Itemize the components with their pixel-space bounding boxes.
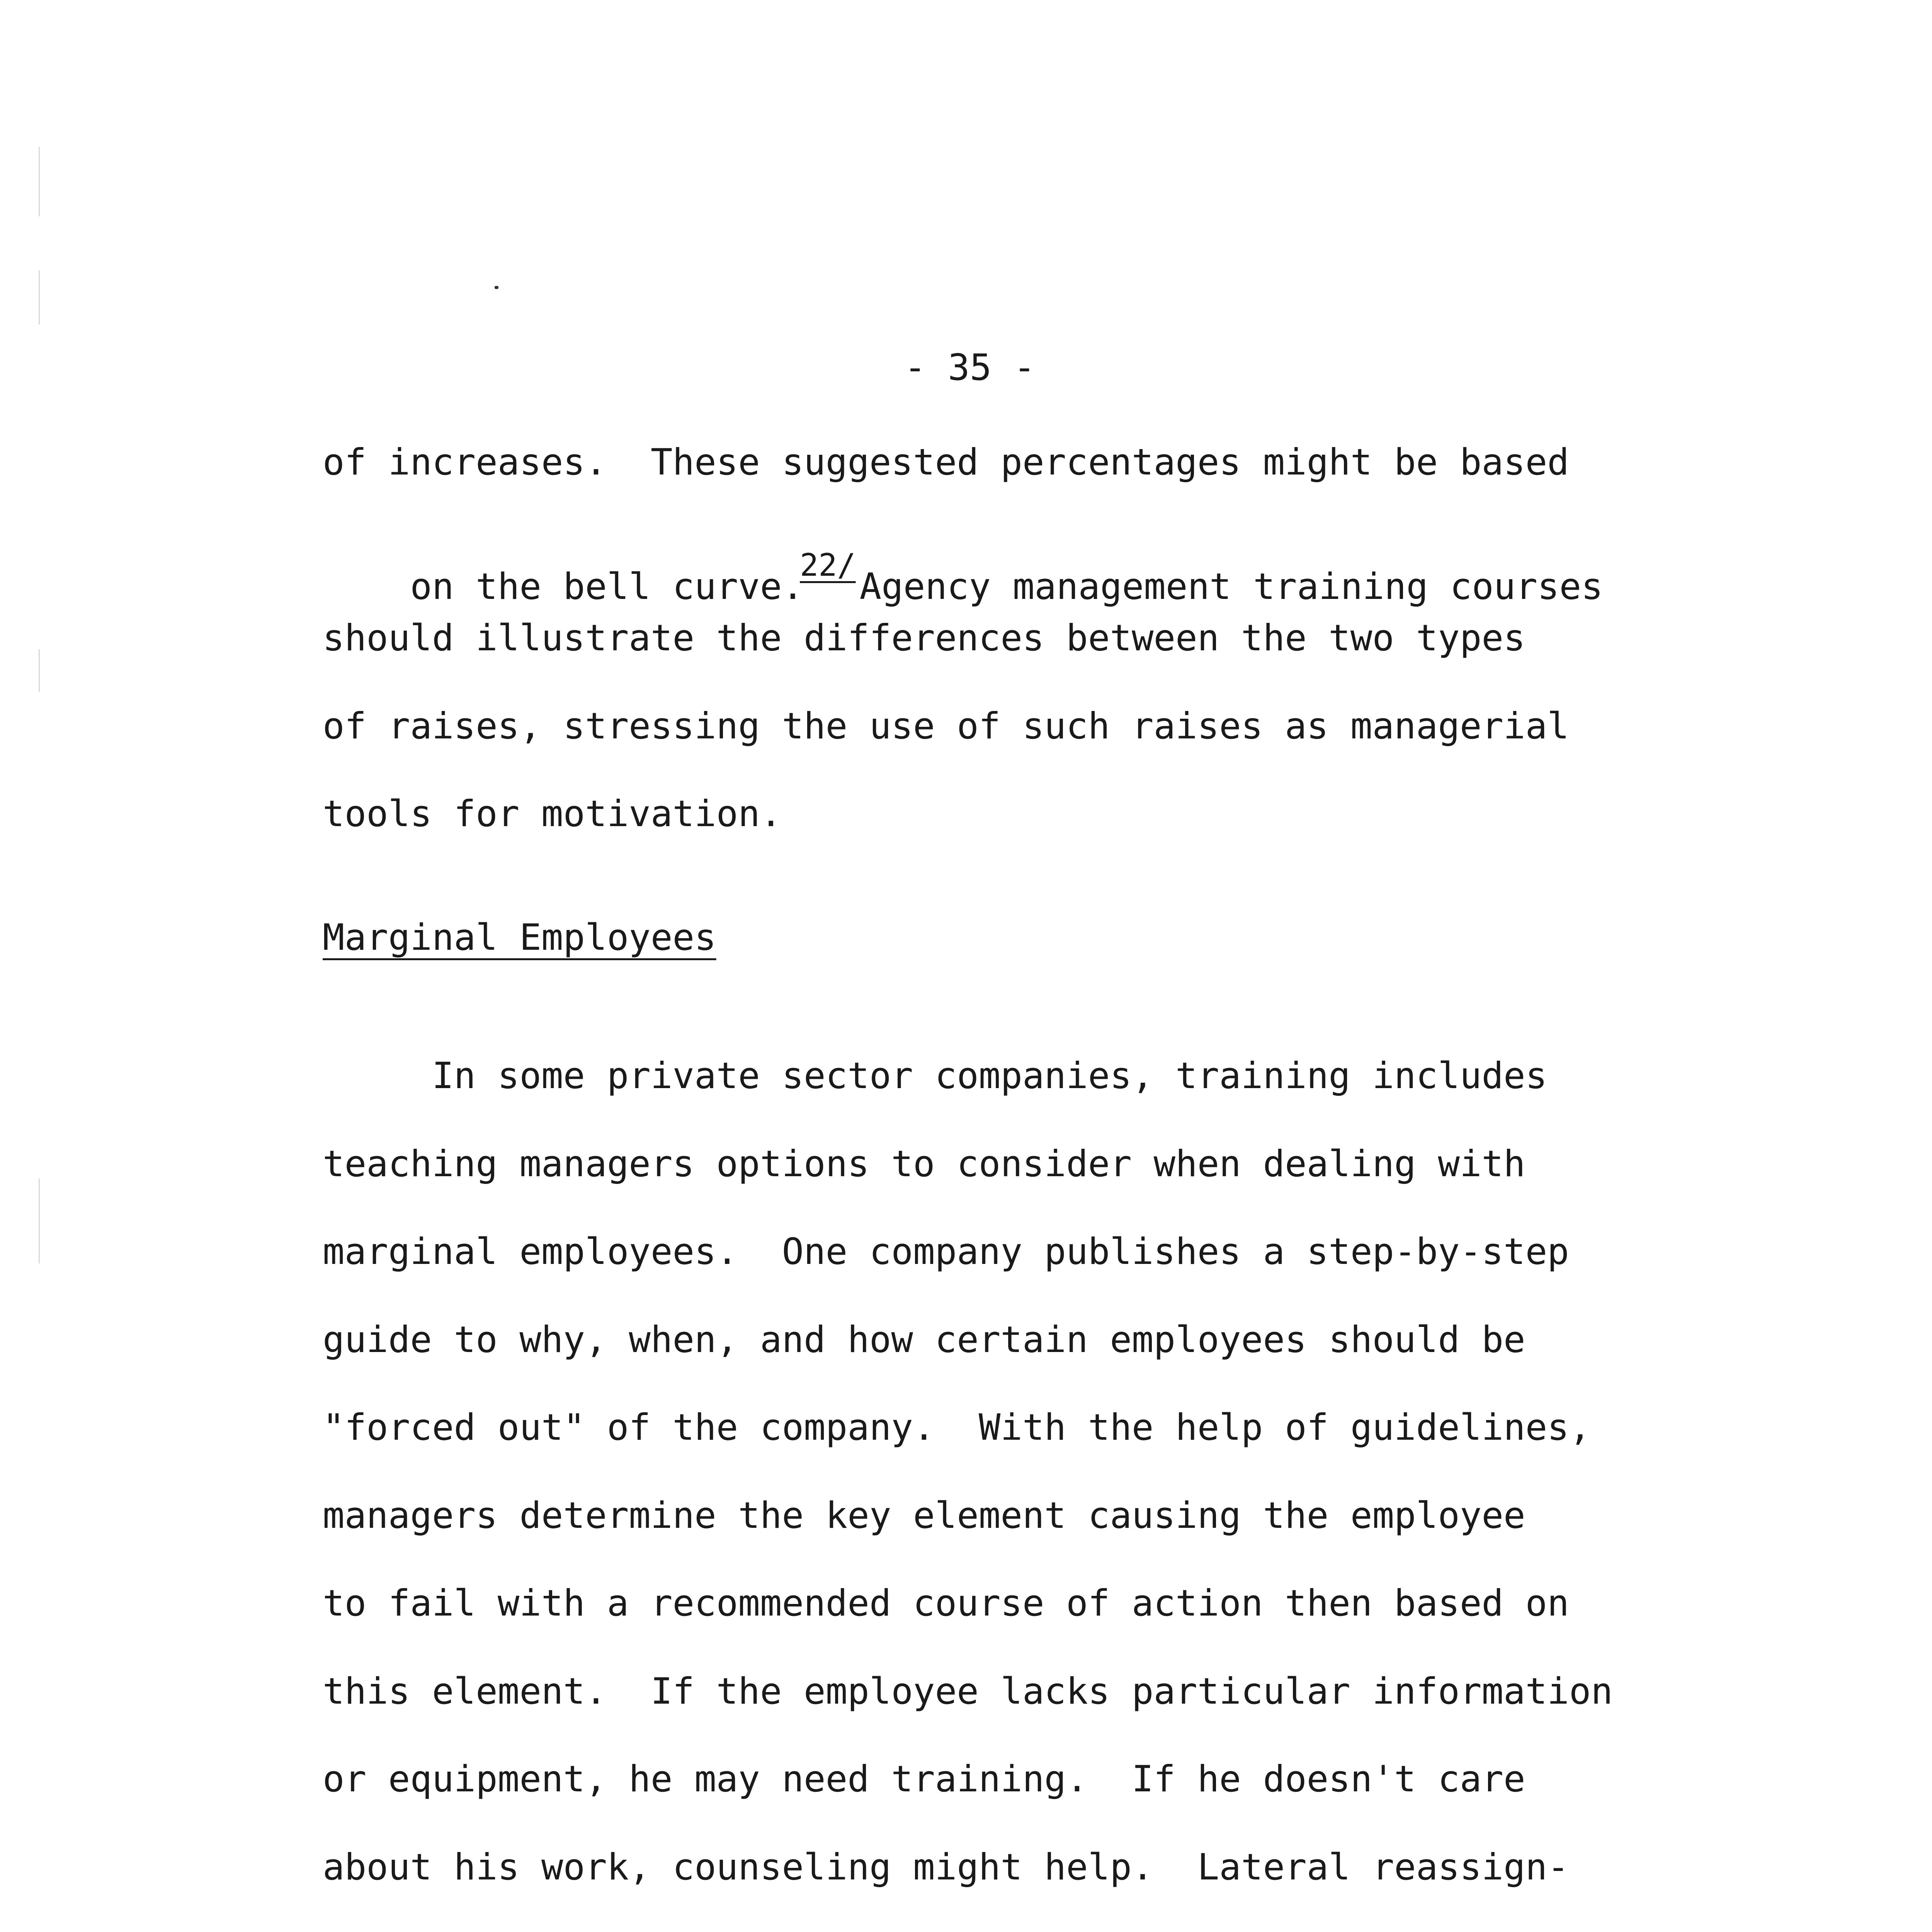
body-text: Agency management training courses bbox=[859, 566, 1603, 608]
scan-artifact bbox=[39, 1179, 40, 1264]
footnote-reference: 22/ bbox=[800, 547, 856, 583]
body-line: to fail with a recommended course of action then based on bbox=[323, 1582, 1569, 1624]
scan-artifact bbox=[39, 649, 40, 692]
body-line: managers determine the key element causing the employee bbox=[323, 1495, 1526, 1537]
scan-speck bbox=[495, 286, 498, 289]
body-line: this element. If the employee lacks particular information bbox=[323, 1670, 1613, 1713]
body-line: of raises, stressing the use of such raises as managerial bbox=[323, 705, 1569, 747]
body-line: "forced out" of the company. With the help of guidelines, bbox=[323, 1406, 1591, 1449]
body-text: on the bell curve. bbox=[410, 566, 804, 608]
scan-artifact bbox=[39, 270, 40, 325]
body-line: should illustrate the differences between the two types bbox=[323, 617, 1526, 659]
body-line: In some private sector companies, training includes bbox=[323, 1055, 1548, 1097]
body-line: or equipment, he may need training. If he doesn't care bbox=[323, 1758, 1526, 1800]
body-line: of increases. These suggested percentages might be based bbox=[323, 441, 1569, 483]
body-line: marginal employees. One company publishes a step-by-step bbox=[323, 1231, 1569, 1273]
body-line: guide to why, when, and how certain employees should be bbox=[323, 1319, 1526, 1361]
body-line: tools for motivation. bbox=[323, 793, 782, 835]
body-line: teaching managers options to consider when dealing with bbox=[323, 1143, 1526, 1185]
page-number: - 35 - bbox=[904, 347, 1036, 389]
section-heading: Marginal Employees bbox=[323, 917, 716, 959]
scan-artifact bbox=[39, 147, 40, 216]
body-line: about his work, counseling might help. Lateral reassign- bbox=[323, 1846, 1569, 1888]
